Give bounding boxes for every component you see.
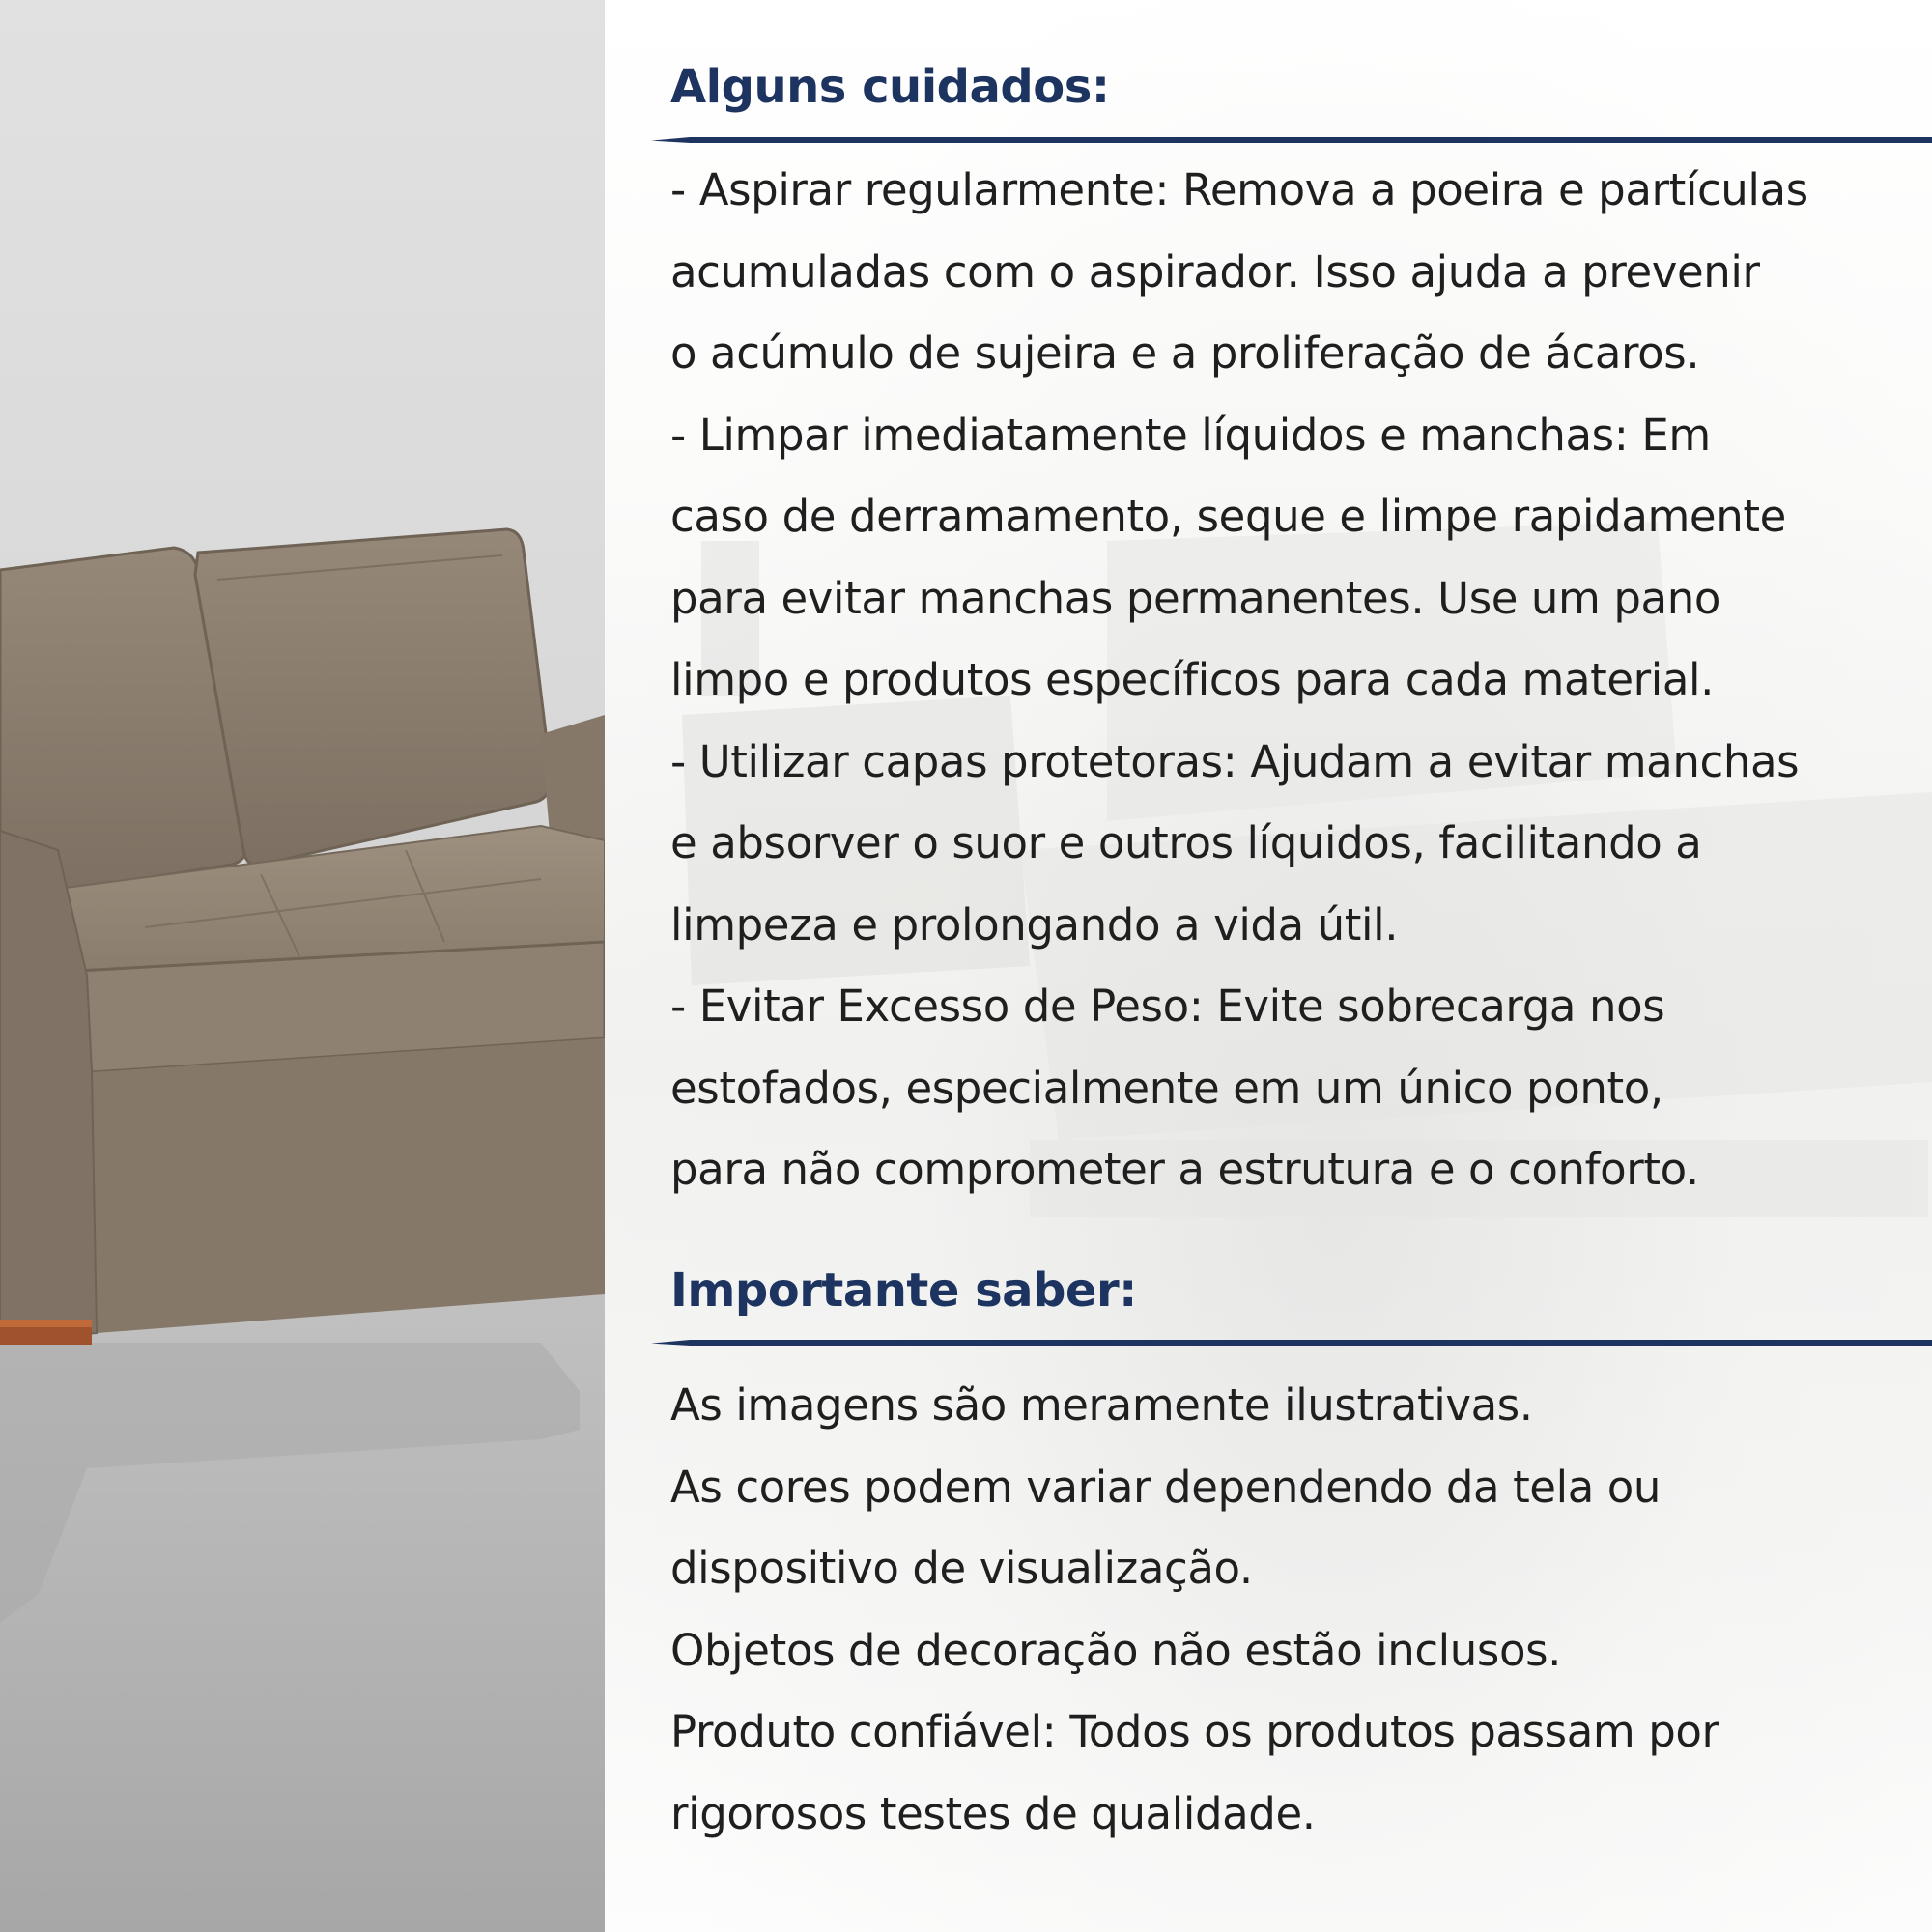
important-line: As cores podem variar dependendo da tela ou bbox=[670, 1461, 1662, 1513]
care-line: - Aspirar regularmente: Remova a poeira e partículas bbox=[670, 164, 1808, 215]
care-heading: Alguns cuidados: bbox=[670, 60, 1110, 114]
important-line: dispositivo de visualização. bbox=[670, 1543, 1253, 1594]
care-line: o acúmulo de sujeira e a proliferação de ácaros. bbox=[670, 327, 1700, 379]
care-line: e absorver o suor e outros líquidos, facilitando a bbox=[670, 817, 1702, 868]
important-line: Produto confiável: Todos os produtos passam por bbox=[670, 1706, 1719, 1757]
care-divider bbox=[651, 137, 1932, 143]
important-list bbox=[670, 1365, 1926, 1855]
text-panel bbox=[605, 0, 1932, 1932]
care-line: - Limpar imediatamente líquidos e manchas: Em bbox=[670, 409, 1711, 461]
care-line: para evitar manchas permanentes. Use um pano bbox=[670, 572, 1720, 624]
sofa-photo-panel bbox=[0, 0, 605, 1932]
important-line: As imagens são meramente ilustrativas. bbox=[670, 1379, 1533, 1431]
important-line: rigorosos testes de qualidade. bbox=[670, 1787, 1316, 1839]
care-line: limpeza e prolongando a vida útil. bbox=[670, 898, 1399, 951]
important-line: Objetos de decoração não estão inclusos. bbox=[670, 1624, 1562, 1676]
care-line: - Evitar Excesso de Peso: Evite sobrecarga nos bbox=[670, 980, 1665, 1032]
care-line: - Utilizar capas protetoras: Ajudam a evitar manchas bbox=[670, 735, 1800, 787]
sofa-image bbox=[0, 0, 605, 1932]
care-line: para não comprometer a estrutura e o conforto. bbox=[670, 1144, 1699, 1195]
care-line: estofados, especialmente em um único ponto, bbox=[670, 1062, 1663, 1114]
care-line: caso de derramamento, seque e limpe rapidamente bbox=[670, 491, 1786, 542]
care-list bbox=[670, 150, 1926, 1211]
important-divider bbox=[651, 1340, 1932, 1346]
care-line: acumuladas com o aspirador. Isso ajuda a prevenir bbox=[670, 245, 1760, 298]
important-heading: Importante saber: bbox=[670, 1264, 1137, 1318]
care-line: limpo e produtos específicos para cada material. bbox=[670, 654, 1715, 705]
